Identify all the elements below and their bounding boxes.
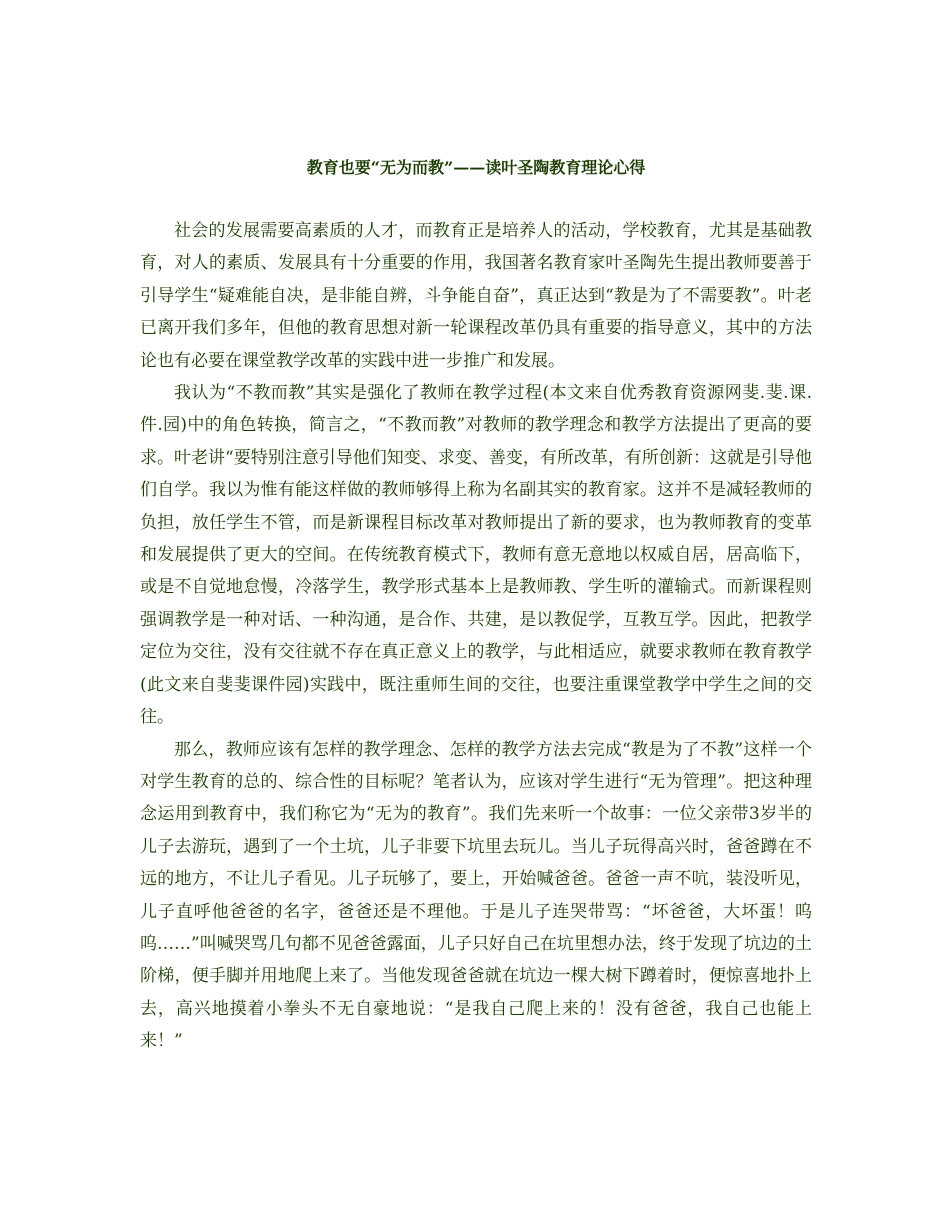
document-body — [140, 215, 812, 1058]
document-title: 教育也要“无为而教”——读叶圣陶教育理论心得 — [306, 158, 646, 177]
paragraph-2: 我认为“不教而教”其实是强化了教师在教学过程(本文来自优秀教育资源网斐.斐.课.件.园)中的角色转换，简言之，“不教而教”对教师的教学理念和教学方法提出了更高的要求。叶老讲“要特别注意引导他们知变、求变、善变，有所改革，有所创新：这就是引导他们自学。我以为惟有能这样做的教师够得上称为名副其实的教育家。这并不是减轻教师的负担，放任学生不管，而是新课程目标改革对教师提出了新的要求，也为教师教育的变革和发展提供了更大的空间。在传统教育模式下，教师有意无意地以权威自居，居高临下，或是不自觉地怠慢，冷落学生，教学形式基本上是教师教、学生听的灌输式。而新课程则强调教学是一种对话、一种沟通，是合作、共建，是以教促学，互教互学。因此，把教学定位为交往，没有交往就不存在真正意义上的教学，与此相适应，就要求教师在教育教学(此文来自斐斐课件园)实践中，既注重师生间的交往，也要注重课堂教学中学生之间的交往。 — [140, 383, 812, 728]
paragraph-3: 那么，教师应该有怎样的教学理念、怎样的教学方法去完成“教是为了不教”这样一个对学生教育的总的、综合性的目标呢？笔者认为，应该对学生进行“无为管理”。把这种理念运用到教育中，我们称它为“无为的教育”。我们先来听一个故事：一位父亲带3岁半的儿子去游玩，遇到了一个土坑，儿子非要下坑里去玩儿。当儿子玩得高兴时，爸爸蹲在不远的地方，不让儿子看见。儿子玩够了，要上，开始喊爸爸。爸爸一声不吭，装没听见，儿子直呼他爸爸的名字，爸爸还是不理他。于是儿子连哭带骂：“坏爸爸，大坏蛋！呜呜……”叫喊哭骂几句都不见爸爸露面，儿子只好自己在坑里想办法，终于发现了坑边的土阶梯，便手脚并用地爬上来了。当他发现爸爸就在坑边一棵大树下蹲着时，便惊喜地扑上去，高兴地摸着小拳头不无自豪地说：“是我自己爬上来的！没有爸爸，我自己也能上来！” — [140, 739, 812, 1052]
paragraph-1: 社会的发展需要高素质的人才，而教育正是培养人的活动，学校教育，尤其是基础教育，对人的素质、发展具有十分重要的作用，我国著名教育家叶圣陶先生提出教师要善于引导学生“疑难能自决，是非能自辨，斗争能自奋”，真正达到“教是为了不需要教”。叶老已离开我们多年，但他的教育思想对新一轮课程改革仍具有重要的指导意义，其中的方法论也有必要在课堂教学改革的实践中进一步推广和发展。 — [140, 221, 812, 371]
